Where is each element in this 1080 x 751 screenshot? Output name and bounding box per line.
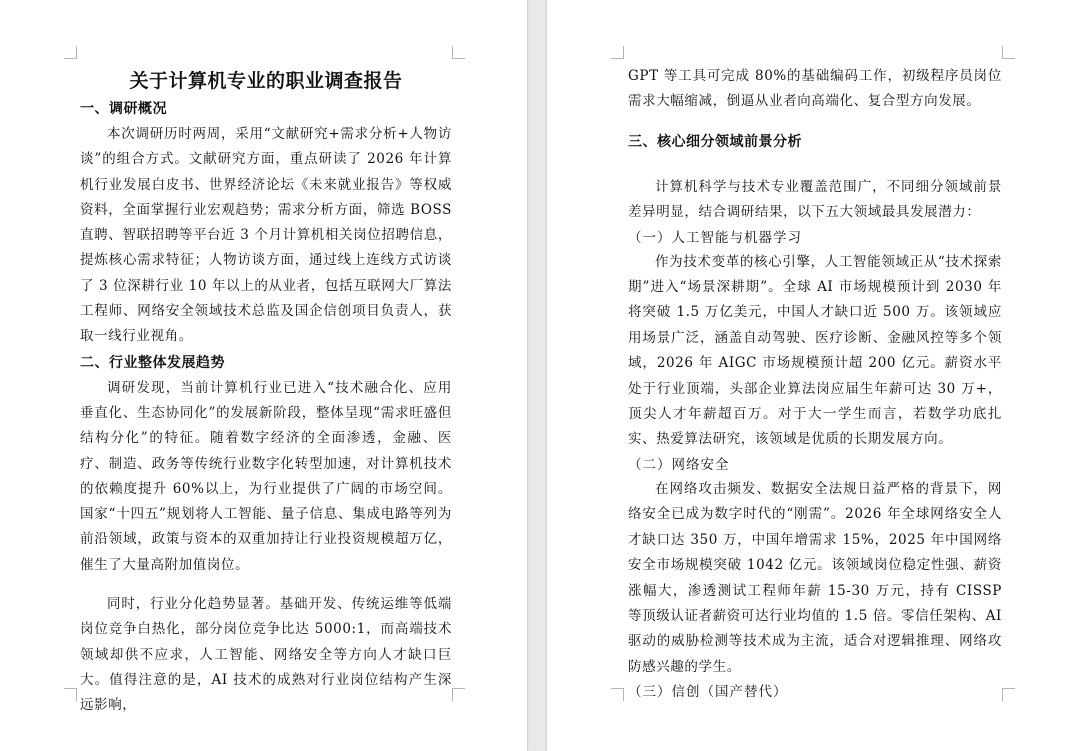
section-heading: 三、核心细分领域前景分析 bbox=[628, 133, 802, 150]
crop-mark bbox=[611, 46, 624, 59]
subsection-heading: （二）网络安全 bbox=[628, 456, 730, 473]
crop-mark bbox=[1002, 688, 1015, 701]
page-content[interactable] bbox=[80, 66, 452, 719]
document-title: 关于计算机专业的职业调查报告 bbox=[129, 70, 403, 92]
crop-mark bbox=[1002, 46, 1015, 59]
crop-mark bbox=[64, 46, 77, 59]
crop-mark bbox=[64, 688, 77, 701]
paragraph: 调研发现，当前计算机行业已进入“技术融合化、应用垂直化、生态协同化”的发展新阶段，整体呈现“需求旺盛但结构分化”的特征。随着数字经济的全面渗透，金融、医疗、制造、政务等传统行业数字化转型加速，对计算机技术的依赖度提升 60%以上，为行业提供了广阔的市场空间。国家“十四五”规划将人工智能、量子信息、集成电路等列为前沿领域，政策与资本的双重加持让行业投资规模超万亿，催生了大量高附加值岗位。 bbox=[80, 379, 452, 573]
document-page-right bbox=[547, 0, 1080, 751]
paragraph: 本次调研历时两周，采用“文献研究+需求分析+人物访谈”的组合方式。文献研究方面，重点研读了 2026 年计算机行业发展白皮书、世界经济论坛《未来就业报告》等权威资料，全面掌握行业宏观趋势；需求分析方面，筛选 BOSS 直聘、智联招聘等平台近 3 个月计算机相关岗位招聘信息，提炼核心需求特征；人物访谈方面，通过线上连线方式访谈了 3 位深耕行业 10 年以上的从业者，包括互联网大厂算法工程师、网络安全领域技术总监及国企信创项目负责人，获取一线行业视角。 bbox=[80, 126, 452, 345]
crop-mark bbox=[611, 688, 624, 701]
section-heading: 二、行业整体发展趋势 bbox=[80, 354, 225, 371]
paragraph: 同时，行业分化趋势显著。基础开发、传统运维等低端岗位竞争白热化，部分岗位竞争比达 5000:1，而高端技术领域却供不应求，人工智能、网络安全等方向人才缺口巨大。值得注意的是，AI 技术的成熟对行业岗位结构产生深远影响， bbox=[80, 596, 452, 714]
paragraph: 计算机科学与技术专业覆盖范围广，不同细分领域前景差异明显，结合调研结果，以下五大领域最具发展潜力： bbox=[628, 178, 1002, 221]
subsection-heading: （三）信创（国产替代） bbox=[628, 684, 788, 701]
paragraph-spacing bbox=[628, 115, 1002, 129]
subsection-heading: （一）人工智能与机器学习 bbox=[628, 229, 802, 246]
crop-mark bbox=[452, 46, 465, 59]
crop-mark bbox=[452, 688, 465, 701]
paragraph: 在网络攻击频发、数据安全法规日益严格的背景下，网络安全已成为数字时代的“刚需”。2026 年全球网络安全人才缺口达 350 万，中国年增需求 15%，2025 年中国网络安全市场规模突破 1042 亿元。该领域岗位稳定性强、薪资涨幅大，渗透测试工程师年薪 15-30 万元，持有 CISSP 等顶级认证者薪资可达行业均值的 1.5 倍。零信任架构、AI 驱动的威胁检测等技术成为主流，适合对逻辑推理、网络攻防感兴趣的学生。 bbox=[628, 480, 1002, 675]
paragraph-spacing bbox=[628, 155, 1002, 175]
paragraph: GPT 等工具可完成 80%的基础编码工作，初级程序员岗位需求大幅缩减，倒逼从业者向高端化、复合型方向发展。 bbox=[628, 68, 1002, 110]
document-page-left bbox=[0, 0, 527, 751]
section-heading: 一、调研概况 bbox=[80, 101, 167, 117]
paragraph-spacing bbox=[80, 578, 452, 592]
page-content[interactable] bbox=[628, 64, 1002, 704]
paragraph: 作为技术变革的核心引擎，人工智能领域正从“技术探索期”进入“场景深耕期”。全球 AI 市场规模预计到 2030 年将突破 1.5 万亿美元，中国人才缺口近 500 万。该领域应用场景广泛，涵盖自动驾驶、医疗诊断、金融风控等多个领域，2026 年 AIGC 市场规模预计超 200 亿元。薪资水平处于行业顶端，头部企业算法岗应届生年薪可达 30 万+，顶尖人才年薪超百万。对于大一学生而言，若数学功底扎实、热爱算法研究，该领域是优质的长期发展方向。 bbox=[628, 253, 1002, 448]
